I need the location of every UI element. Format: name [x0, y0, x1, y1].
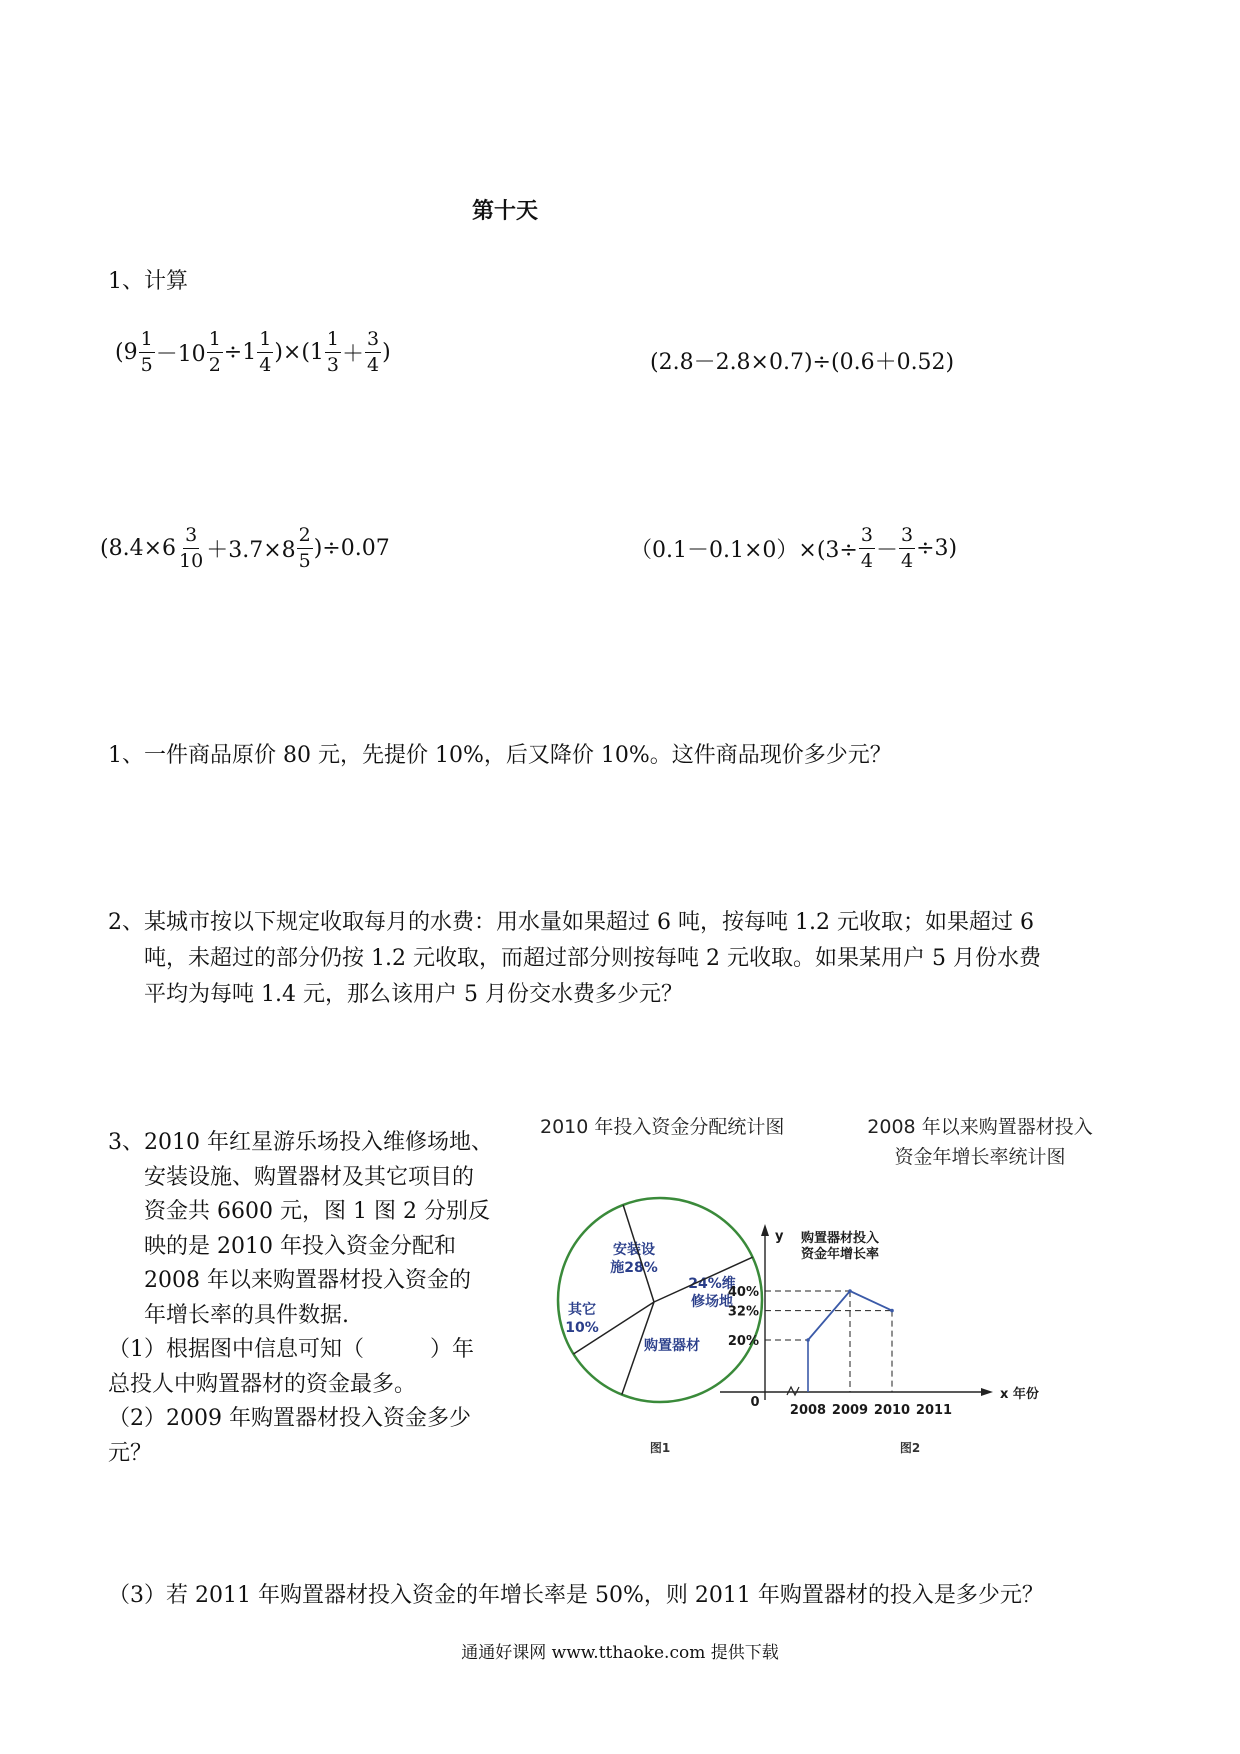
axis-break [787, 1387, 799, 1395]
numerator: 1 [325, 330, 341, 353]
calc-expression-1 [115, 330, 391, 375]
data-point [890, 1309, 894, 1313]
y-axis-label: y [775, 1229, 784, 1244]
footer: 通通好课网 www.tthaoke.com 提供下载 [461, 1643, 779, 1663]
y-tick-label: 20% [727, 1334, 759, 1349]
pie-slice-label: 其它 10% [565, 1302, 599, 1336]
expr-text: － [875, 538, 898, 563]
problem-3-line: 资金共 6600 元，图 1 图 2 分别反 [144, 1199, 490, 1224]
problem-3-line: （1）根据图中信息可知（ ）年 [108, 1337, 474, 1362]
fraction [899, 526, 915, 571]
series-label: 购置器材投入资金年增长率 [800, 1231, 880, 1262]
pie-slice-label: 安装设施28% [610, 1242, 658, 1276]
fraction [297, 526, 313, 571]
x-axis-arrow [981, 1388, 993, 1396]
problem-3 [108, 1126, 528, 1471]
x-tick-label: 2011 [915, 1403, 953, 1418]
problem-2-line: 2、某城市按以下规定收取每月的水费：用水量如果超过 6 吨，按每吨 1.2 元收取；如果超过 6 [108, 910, 1034, 935]
fraction [325, 330, 341, 375]
problem-3-line: 年增长率的具件数据. [144, 1302, 349, 1328]
numerator: 2 [297, 526, 313, 549]
numerator: 3 [183, 526, 199, 549]
problem-1: 1、一件商品原价 80 元，先提价 10%，后又降价 10%。这件商品现价多少元？ [108, 743, 892, 768]
y-tick-label: 32% [727, 1304, 759, 1320]
data-point [848, 1289, 852, 1293]
line-chart [720, 1224, 1039, 1418]
numerator: 3 [365, 330, 381, 353]
problem-3-line: 总投人中购置器材的资金最多。 [108, 1371, 417, 1397]
x-tick-label: 2009 [831, 1403, 869, 1418]
numerator: 1 [207, 330, 223, 353]
pie-slice-label: 24%维修场地 [688, 1276, 736, 1310]
pie-chart [558, 1198, 762, 1402]
problem-3-line: 元？ [108, 1440, 153, 1466]
line-chart-title-line: 资金年增长率统计图 [894, 1146, 1066, 1168]
expr-text: )×(1 [274, 340, 324, 365]
denominator: 5 [140, 354, 153, 376]
charts-figure [540, 1170, 1200, 1460]
x-tick-label: 2008 [789, 1403, 827, 1418]
problem-3-line: 3、2010 年红星游乐场投入维修场地、 [108, 1130, 493, 1155]
denominator: 4 [860, 550, 873, 572]
calc-expression-3 [100, 526, 390, 571]
expr-text: (2.8－2.8×0.7)÷(0.6＋0.52) [650, 350, 955, 375]
expr-text: ＋ [342, 342, 365, 367]
expr-text: (9 [115, 340, 138, 365]
expr-text: )÷0.07 [313, 536, 390, 561]
numerator: 1 [257, 330, 273, 353]
expr-text: （0.1－0.1×0）×(3÷ [630, 538, 858, 563]
section-heading: 1、计算 [108, 269, 188, 294]
fraction [365, 330, 381, 375]
problem-2-line: 吨，未超过的部分仍按 1.2 元收取，而超过部分则按每吨 2 元收取。如果某用户 5 月份水费 [144, 946, 1041, 971]
fraction [257, 330, 273, 375]
pie-chart-caption: 图1 [649, 1441, 671, 1455]
line-chart-title-line: 2008 年以来购置器材投入 [867, 1116, 1093, 1138]
problem-2-line: 平均为每吨 1.4 元，那么该用户 5 月份交水费多少元？ [144, 982, 683, 1007]
calc-expression-4 [630, 526, 957, 571]
numerator: 3 [899, 526, 915, 549]
numerator: 1 [139, 330, 155, 353]
expr-text: ÷3) [916, 536, 958, 561]
denominator: 2 [208, 354, 221, 376]
denominator: 4 [900, 550, 914, 572]
expr-text: ÷1 [223, 340, 257, 365]
fraction [177, 526, 205, 571]
y-axis-arrow [761, 1224, 769, 1236]
origin-label: 0 [750, 1395, 760, 1410]
problem-3-line: （2）2009 年购置器材投入资金多少 [108, 1406, 471, 1431]
x-axis-label: x 年份 [1000, 1387, 1039, 1402]
denominator: 3 [326, 354, 340, 376]
denominator: 5 [298, 550, 311, 572]
problem-3-question-3: （3）若 2011 年购置器材投入资金的年增长率是 50%，则 2011 年购置器材的投入是多少元？ [108, 1583, 1044, 1608]
data-point [806, 1338, 810, 1342]
fraction [139, 330, 155, 375]
calc-expression-2 [650, 345, 954, 376]
pie-slice-label: 购置器材 [644, 1338, 700, 1354]
denominator: 10 [179, 550, 204, 572]
line-chart-title [850, 1112, 1110, 1172]
line-chart-caption: 图2 [899, 1441, 921, 1455]
pie-chart-title: 2010 年投入资金分配统计图 [540, 1116, 785, 1138]
expr-text: (8.4×6 [100, 536, 177, 561]
y-tick-label: 40% [727, 1285, 759, 1300]
denominator: 4 [259, 354, 272, 376]
fraction [207, 330, 223, 375]
expr-text: ＋3.7×8 [206, 538, 296, 563]
expr-text: －10 [155, 342, 206, 367]
problem-3-line: 映的是 2010 年投入资金分配和 [144, 1233, 456, 1259]
numerator: 3 [859, 526, 875, 549]
expr-text: ) [382, 340, 391, 365]
problem-3-line: 安装设施、购置器材及其它项目的 [144, 1164, 475, 1190]
problem-2 [108, 905, 1148, 1013]
page-title: 第十天 [472, 198, 539, 224]
x-tick-label: 2010 [873, 1403, 911, 1418]
fraction [859, 526, 875, 571]
denominator: 4 [367, 354, 380, 376]
problem-3-line: 2008 年以来购置器材投入资金的 [144, 1268, 471, 1293]
